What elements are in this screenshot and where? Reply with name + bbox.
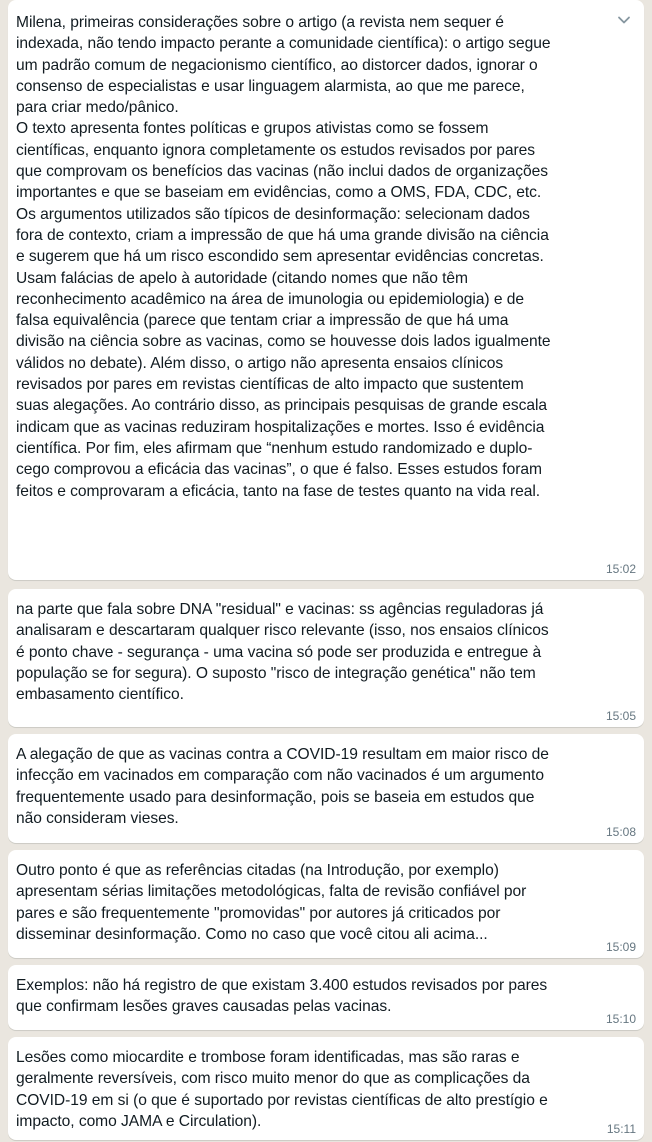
message-timestamp: 15:02 <box>605 562 636 576</box>
message-text: Exemplos: não há registro de que existam 3.400 estudos revisados por pares que confirmam lesões graves causadas pelas vacinas. <box>16 977 548 1016</box>
message-timestamp: 15:05 <box>605 709 636 723</box>
message-text: Outro ponto é que as referências citadas (na Introdução, por exemplo) apresentam sérias limitações metodológicas, falta de revisão confiável por pares e são frequentemente "promovidas" por autores já criticados por disseminar desinformação. Como no caso que você citou ali acima... <box>16 862 527 943</box>
message-timestamp: 15:11 <box>606 1122 636 1136</box>
message-text: Milena, primeiras considerações sobre o artigo (a revista nem sequer é indexada, não tendo impacto perante a comunidade científica): o artigo segue um padrão comum de negacionismo científico, ao distorcer dados, ignorar o consenso de especialistas e usar linguagem alarmista, ao que me parece, para criar medo/pânico. O texto apresenta fontes políticas e grupos ativistas como se fossem científicas, enquanto ignora completamente os estudos revisados por pares que comprovam os benefícios das vacinas (não inclui dados de organizações importantes e que se baseiam em evidências, como a OMS, FDA, CDC, etc. Os argumentos utilizados são típicos de desinformação: selecionam dados fora de contexto, criam a impressão de que há uma grande divisão na ciência e sugerem que há um risco escondido sem apresentar evidências concretas. Usam falácias de apelo à autoridade (citando nomes que não têm reconhecimento acadêmico na área de imunologia ou epidemiologia) e de falsa equivalência (parece que tentam criar a impressão de que há uma divisão na ciência sobre as vacinas, como se houvesse dois lados igualmente válidos no debate). Além disso, o artigo não apresenta ensaios clínicos revisados por pares em revistas científicas de alto impacto que sustentem suas alegações. Ao contrário disso, as principais pesquisas de grande escala indicam que as vacinas reduziram hospitalizações e mortes. Isso é evidência científica. Por fim, eles afirmam que “nenhum estudo randomizado e duplo- cego comprovou a eficácia das vacinas”, o que é falso. Esses estudos foram feitos e comprovaram a eficácia, tanto na fase de testes quanto na vida real. <box>16 14 551 500</box>
message-bubble[interactable] <box>8 0 644 580</box>
message-bubble[interactable] <box>8 734 644 843</box>
message-timestamp: 15:09 <box>605 940 636 954</box>
message-bubble[interactable] <box>8 589 644 727</box>
message-bubble[interactable] <box>8 965 644 1030</box>
message-text: A alegação de que as vacinas contra a COVID-19 resultam em maior risco de infecção em vacinados em comparação com não vacinados é um argumento frequentemente usado para desinformação, pois se baseia em estudos que não consideram vieses. <box>16 746 549 827</box>
message-text: na parte que fala sobre DNA "residual" e vacinas: ss agências reguladoras já analisaram e descartaram qualquer risco relevante (isso, nos ensaios clínicos é ponto chave - segurança - uma vacina só pode ser produzida e entregue à população se for segura). O suposto "risco de integração genética" não tem embasamento científico. <box>16 601 549 704</box>
message-timestamp: 15:08 <box>605 825 636 839</box>
message-text: Lesões como miocardite e trombose foram identificadas, mas são raras e geralmente reversíveis, com risco muito menor do que as complicações da COVID-19 em si (o que é suportado por revistas científicas de alto prestígio e impacto, como JAMA e Circulation). <box>16 1049 548 1130</box>
message-bubble[interactable] <box>8 1037 644 1140</box>
message-timestamp: 15:10 <box>605 1012 636 1026</box>
message-bubble[interactable] <box>8 850 644 958</box>
